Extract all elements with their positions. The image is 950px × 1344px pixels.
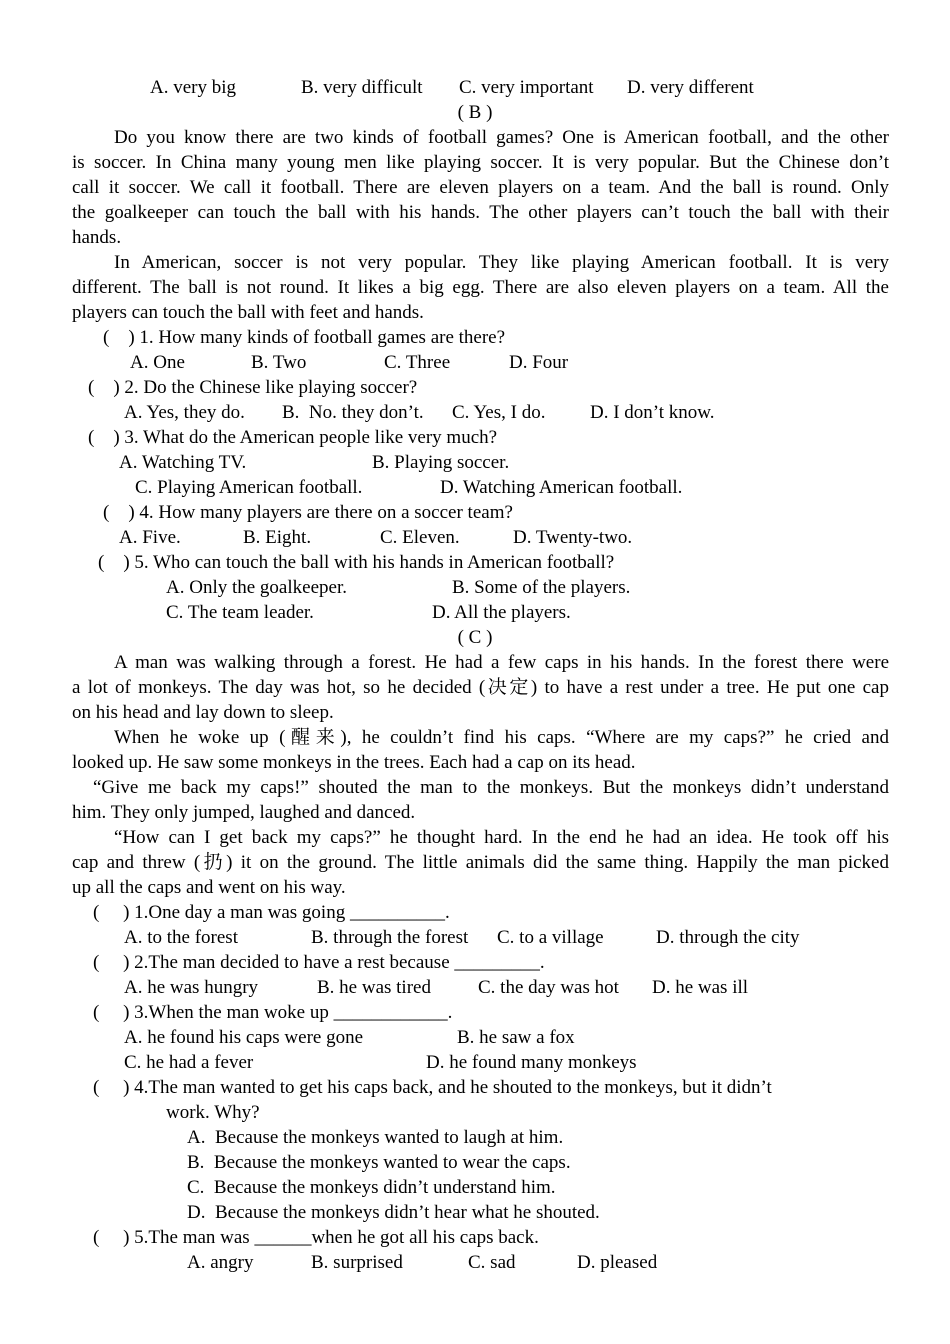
option-b: B. surprised (311, 1252, 403, 1273)
option-d: D. very different (627, 77, 754, 98)
passage-line: on his head and lay down to sleep. (72, 702, 334, 723)
passage-line: Do you know there are two kinds of football games? One is American football, and the other (114, 127, 889, 148)
option-d: D. All the players. (432, 602, 571, 623)
passage-line: A man was walking through a forest. He had a few caps in his hands. In the forest there were (114, 652, 889, 673)
option-a: A. to the forest (124, 927, 238, 948)
option-a: A. angry (187, 1252, 254, 1273)
question-text: ( ) 3.When the man woke up ____________. (93, 1002, 453, 1023)
passage-line: When he woke up (醒来), he couldn’t find his caps. “Where are my caps?” he cried and (114, 727, 889, 748)
option-b: B. he saw a fox (457, 1027, 575, 1048)
passage-line: is soccer. In China many young men like playing soccer. It is very popular. But the Chinese don’t (72, 152, 889, 173)
passage-line: a lot of monkeys. The day was hot, so he decided (决定) to have a rest under a tree. He put one cap (72, 677, 889, 698)
option-c: C. Three (384, 352, 451, 373)
option-b: B. Because the monkeys wanted to wear the caps. (187, 1152, 571, 1173)
option-d: D. I don’t know. (590, 402, 715, 423)
option-a: A. Because the monkeys wanted to laugh at him. (187, 1127, 564, 1148)
option-c: C. Because the monkeys didn’t understand him. (187, 1177, 556, 1198)
option-d: D. Four (509, 352, 569, 373)
section-c-heading: ( C ) (457, 627, 493, 648)
option-b: B. Two (251, 352, 307, 373)
option-c: C. to a village (497, 927, 604, 948)
passage-line: cap and threw (扔) it on the ground. The little animals did the same thing. Happily the man picked (72, 852, 889, 873)
option-c: C. Eleven. (380, 527, 460, 548)
option-c: C. very important (459, 77, 594, 98)
question-text: ( ) 2.The man decided to have a rest because _________. (93, 952, 545, 973)
option-a: A. Yes, they do. (124, 402, 245, 423)
option-a: A. One (130, 352, 185, 373)
passage-line: different. The ball is not round. It likes a big egg. There are also eleven players on a team. All the (72, 277, 889, 298)
option-c: C. the day was hot (478, 977, 619, 998)
option-b: B. very difficult (301, 77, 423, 98)
question-text-continued: work. Why? (166, 1102, 260, 1123)
passage-line: hands. (72, 227, 122, 248)
option-d: D. through the city (656, 927, 800, 948)
option-a: A. he was hungry (124, 977, 259, 998)
option-c: C. he had a fever (124, 1052, 254, 1073)
option-b: B. Some of the players. (452, 577, 631, 598)
option-d: D. pleased (577, 1252, 658, 1273)
option-a: A. he found his caps were gone (124, 1027, 364, 1048)
option-c: C. The team leader. (166, 602, 314, 623)
question-text: ( ) 1. How many kinds of football games are there? (103, 327, 506, 348)
question-text: ( ) 1.One day a man was going __________. (93, 902, 450, 923)
option-d: D. he was ill (652, 977, 749, 998)
passage-line: looked up. He saw some monkeys in the trees. Each had a cap on its head. (72, 752, 636, 773)
passage-line: “How can I get back my caps?” he thought hard. In the end he had an idea. He took off his (114, 827, 889, 848)
option-b: B. he was tired (317, 977, 431, 998)
option-a: A. very big (150, 77, 237, 98)
option-c: C. sad (468, 1252, 516, 1273)
option-a: A. Only the goalkeeper. (166, 577, 347, 598)
option-d: D. Twenty-two. (513, 527, 633, 548)
section-b-heading: ( B ) (457, 102, 493, 123)
passage-line: the goalkeeper can touch the ball with his hands. The other players can’t touch the ball with their (72, 202, 889, 223)
option-b: B. Eight. (243, 527, 312, 548)
question-text: ( ) 2. Do the Chinese like playing soccer? (88, 377, 418, 398)
option-c: C. Playing American football. (135, 477, 363, 498)
question-text: ( ) 3. What do the American people like very much? (88, 427, 498, 448)
question-text: ( ) 5.The man was ______when he got all his caps back. (93, 1227, 539, 1248)
option-d: D. Because the monkeys didn’t hear what he shouted. (187, 1202, 600, 1223)
passage-line: him. They only jumped, laughed and danced. (72, 802, 416, 823)
option-d: D. he found many monkeys (426, 1052, 637, 1073)
passage-line: players can touch the ball with feet and hands. (72, 302, 424, 323)
option-a: A. Five. (119, 527, 181, 548)
passage-line: call it soccer. We call it football. There are eleven players on a team. And the ball is round. Only (72, 177, 889, 198)
question-text: ( ) 4.The man wanted to get his caps back, and he shouted to the monkeys, but it didn’t (93, 1077, 772, 1098)
option-c: C. Yes, I do. (452, 402, 546, 423)
passage-line: In American, soccer is not very popular. They like playing American football. It is very (114, 252, 889, 273)
option-b: B. through the forest (311, 927, 469, 948)
option-d: D. Watching American football. (440, 477, 683, 498)
question-text: ( ) 5. Who can touch the ball with his hands in American football? (98, 552, 615, 573)
option-a: A. Watching TV. (119, 452, 247, 473)
question-text: ( ) 4. How many players are there on a soccer team? (103, 502, 513, 523)
option-b: B. No. they don’t. (282, 402, 424, 423)
passage-line: “Give me back my caps!” shouted the man to the monkeys. But the monkeys didn’t understand (93, 777, 889, 798)
option-b: B. Playing soccer. (372, 452, 510, 473)
passage-line: up all the caps and went on his way. (72, 877, 346, 898)
